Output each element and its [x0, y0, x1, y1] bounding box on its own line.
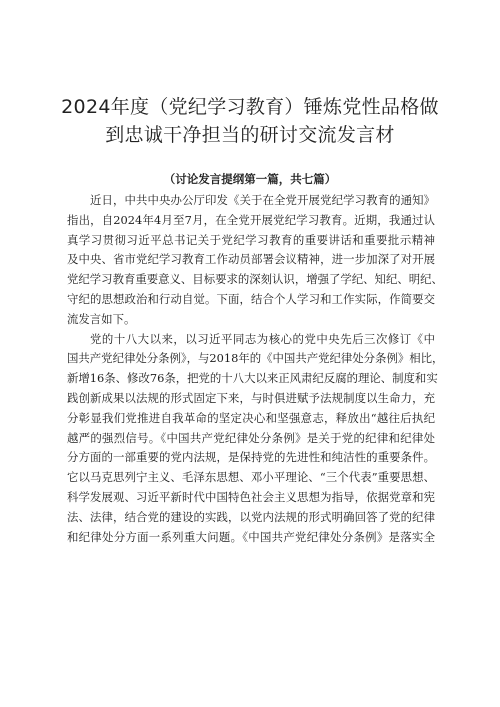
paragraph-1-line: 党纪学习教育重要意义、目标要求的深刻认识，增强了学纪、知纪、明纪、: [67, 272, 443, 287]
paragraph-2-line: 践创新成果以法规的形式固定下来，与时俱进赋予法规制度以生命力，充: [67, 390, 435, 405]
document-title-line-1: 2024年度（党纪学习教育）锤炼党性品格做: [61, 96, 439, 118]
paragraph-2-line: 和纪律处分方面一系列重大问题。《中国共产党纪律处分条例》是落实全: [67, 529, 435, 544]
paragraph-2-line: 分方面的一部重要的党内法规，是保持党的先进性和纯洁性的重要条件。: [67, 450, 435, 465]
paragraph-2-line: 它以马克思列宁主义、毛泽东思想、邓小平理论、“三个代表”重要思想、: [67, 470, 435, 485]
paragraph-2-line: 分彰显我们党推进自我革命的坚定决心和坚强意志，释放出“越往后执纪: [67, 410, 435, 425]
paragraph-2-line: 科学发展观、习近平新时代中国特色社会主义思想为指导，依据党章和宪: [67, 489, 435, 504]
paragraph-1-line: 流发言如下。: [67, 311, 136, 326]
paragraph-2-line: 新增16条、修改76条，把党的十八大以来正风肃纪反腐的理论、制度和实: [67, 371, 438, 386]
paragraph-1-line: 守纪的思想政治和行动自觉。下面，结合个人学习和工作实际，作简要交: [67, 291, 435, 306]
paragraph-1-line: 指出，自2024年4月至7月，在全党开展党纪学习教育。近期，我通过认: [67, 212, 435, 227]
paragraph-1-line: 近日，中共中央办公厅印发《关于在全党开展党纪学习教育的通知》: [90, 193, 435, 207]
paragraph-1-line: 及中央、省市党纪学习教育工作动员部署会议精神，进一步加深了对开展: [67, 252, 435, 267]
paragraph-2-line: 国共产党纪律处分条例》，与2018年的《中国共产党纪律处分条例》相比，: [67, 351, 444, 366]
document-body: [67, 191, 444, 547]
document-subtitle: （讨论发言提纲第一篇，共七篇）: [163, 172, 337, 186]
document-title-line-2: 到忠诚干净担当的研讨交流发言材: [105, 124, 395, 146]
paragraph-2-line: 越严的强烈信号。《中国共产党纪律处分条例》是关于党的纪律和纪律处: [67, 430, 435, 445]
paragraph-2-line: 法、法律，结合党的建设的实践，以党内法规的形式明确回答了党的纪律: [67, 509, 435, 524]
paragraph-2-line: 党的十八大以来，以习近平同志为核心的党中央先后三次修订《中: [90, 331, 435, 346]
paragraph-1-line: 真学习贯彻习近平总书记关于党纪学习教育的重要讲话和重要批示精神: [67, 232, 435, 247]
